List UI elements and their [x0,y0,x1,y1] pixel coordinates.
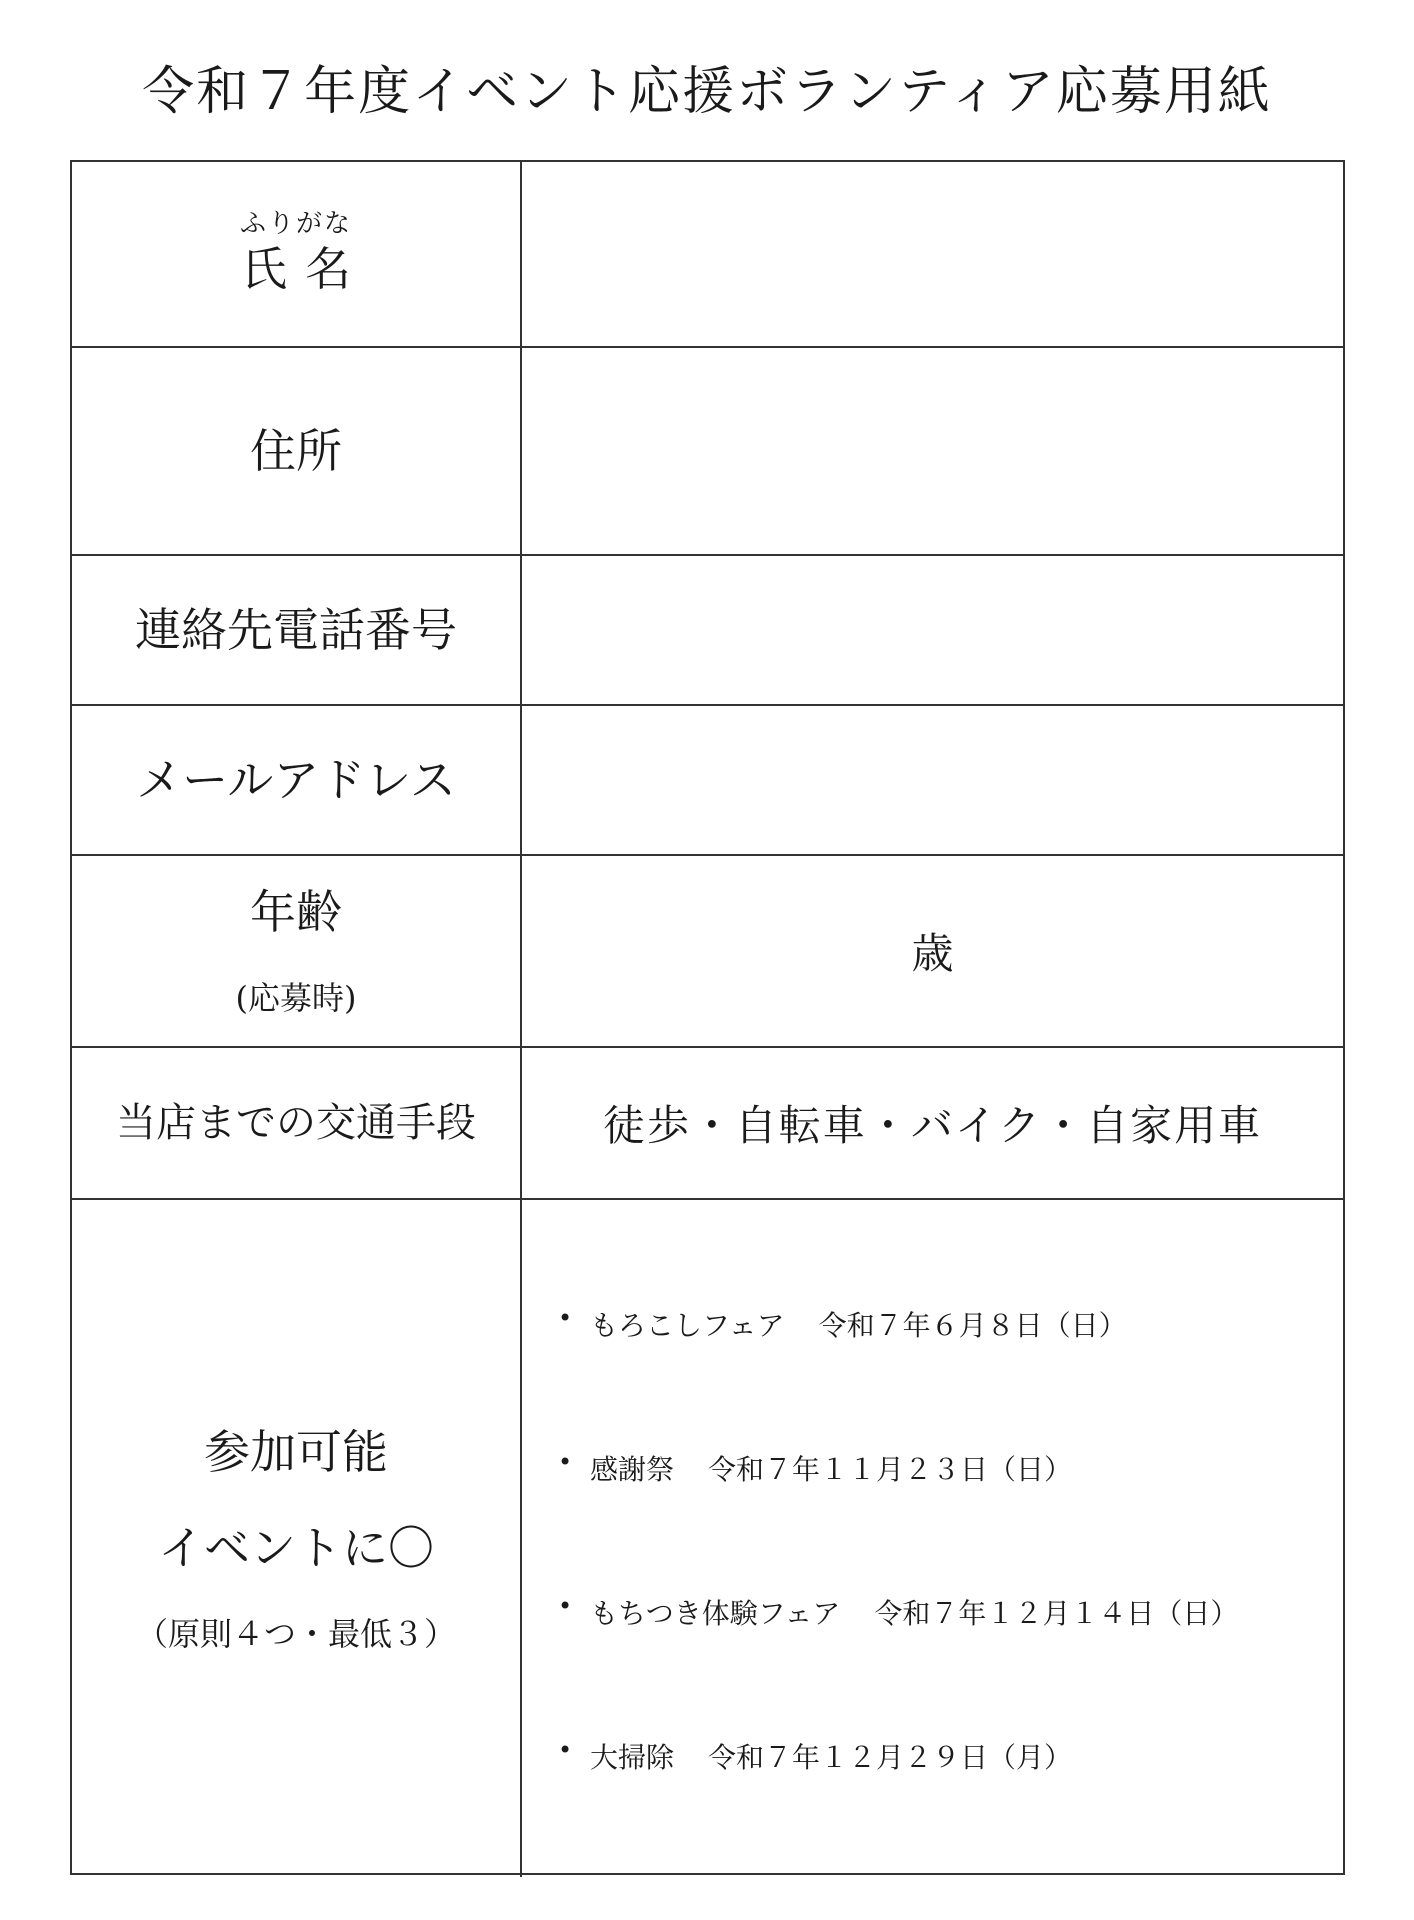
events-label-line2: イベントに〇 [158,1520,434,1575]
age-row [72,854,1343,1046]
age-sub-label: (応募時) [235,979,357,1017]
address-input-cell[interactable] [522,348,1343,554]
email-label: メールアドレス [136,753,456,807]
event-date: 令和７年１２月１４日（日） [874,1597,1239,1630]
event-name: 感謝祭 [590,1453,675,1486]
age-label: 年齢 [250,885,342,939]
event-name: 大掃除 [590,1741,675,1774]
phone-label: 連絡先電話番号 [135,603,457,657]
email-label-cell [72,706,522,854]
bullet-icon: • [558,1448,573,1476]
address-label: 住所 [250,424,342,478]
phone-label-cell [72,556,522,704]
name-row [72,162,1343,346]
transport-label-cell [72,1048,522,1198]
transport-label: 当店までの交通手段 [116,1100,476,1146]
name-label-cell [72,162,522,346]
email-input-cell[interactable] [522,706,1343,854]
bullet-icon: • [558,1592,573,1620]
email-row [72,704,1343,854]
events-label-line1: 参加可能 [204,1424,388,1479]
event-date: 令和７年１２月２９日（月） [708,1741,1073,1774]
name-label: 氏名 [241,242,369,296]
event-date: 令和７年６月８日（日） [818,1309,1127,1342]
bullet-icon: • [558,1304,573,1332]
bullet-icon: • [558,1736,573,1764]
events-row [72,1198,1343,1877]
transport-row [72,1046,1343,1198]
event-item-oosouji[interactable] [558,1738,1333,1778]
address-row [72,346,1343,554]
age-input-cell[interactable] [522,856,1343,1046]
event-item-mochitsuki-fair[interactable] [558,1594,1333,1634]
events-list-cell [522,1200,1343,1877]
event-list [558,1200,1333,1877]
application-form-table [70,160,1345,1875]
event-item-morokoshi-fair[interactable] [558,1306,1333,1346]
age-label-cell [72,856,522,1046]
event-name: もろこしフェア [590,1309,785,1342]
events-label-line3: （原則４つ・最低３） [135,1614,456,1653]
events-label-cell [72,1200,522,1877]
transport-options[interactable]: 徒歩・自転車・バイク・自家用車 [602,1101,1263,1150]
age-unit: 歳 [911,929,954,978]
address-label-cell [72,348,522,554]
name-input-cell[interactable] [522,162,1343,346]
transport-options-cell[interactable] [522,1048,1343,1198]
event-name: もちつき体験フェア [590,1597,841,1630]
phone-input-cell[interactable] [522,556,1343,704]
form-title: 令和７年度イベント応援ボランティア応募用紙 [142,62,1272,122]
furigana-label: ふりがな [239,209,352,239]
phone-row [72,554,1343,704]
event-date: 令和７年１１月２３日（日） [708,1453,1073,1486]
event-item-kanshasai[interactable] [558,1450,1333,1490]
